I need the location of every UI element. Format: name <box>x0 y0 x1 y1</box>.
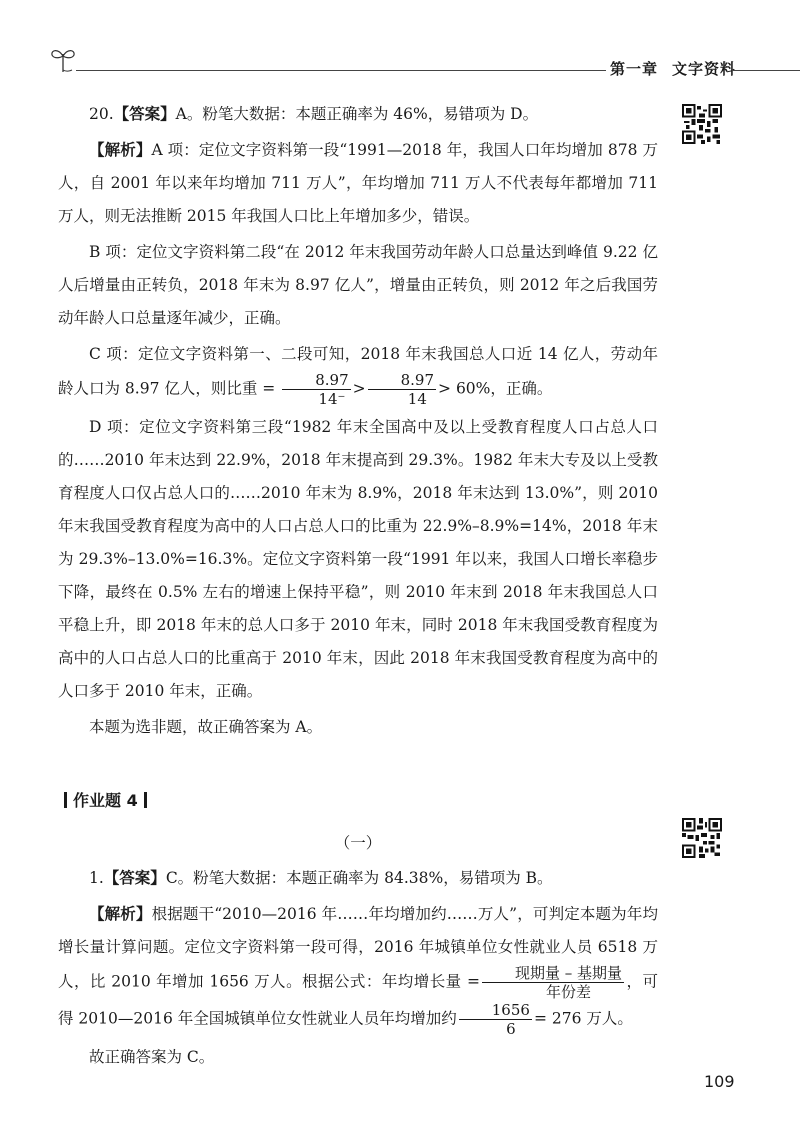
q1-number: 1. <box>89 869 104 887</box>
fraction-1 <box>282 371 350 408</box>
calc-numerator: 1656 <box>459 1001 532 1020</box>
analysis-tag: 【解析】 <box>89 905 152 923</box>
q20-analysis-c <box>58 338 658 408</box>
fraction-2 <box>368 371 436 408</box>
qr-code-icon[interactable] <box>682 104 722 144</box>
calc-denominator: 6 <box>506 1020 516 1038</box>
q1-answer <box>58 862 658 895</box>
qr-code-icon[interactable] <box>682 818 722 858</box>
chapter-heading <box>610 58 736 79</box>
greater-than: > <box>352 379 366 398</box>
homework-heading <box>58 784 658 817</box>
sprout-icon <box>48 44 78 74</box>
page-number: 109 <box>704 1072 735 1091</box>
header-rule-right <box>732 70 800 71</box>
fraction-2-denominator: 14 <box>407 390 427 408</box>
q20-analysis-a-text: A 项：定位文字资料第一段“1991—2018 年，我国人口年均增加 878 万人，自 2001 年以来年均增加 711 万人”，年均增加 711 万人不代表每年都增加 711 万人，则无法推断 2015 年我国人口比上年增加多少，错误。 <box>58 141 658 225</box>
section-label: 文字资料 <box>672 60 737 78</box>
answer-tag: 【答案】 <box>103 869 166 887</box>
q20-analysis-d: D 项：定位文字资料第三段“1982 年末全国高中及以上受教育程度人口占总人口的……2010 年末达到 22.9%，2018 年末提高到 29.3%。1982 年末大专及以上受教育程度人口仅占总人口的……2010 年末为 8.9%，2018 年末达到 13.0%”，则 2010 年末我国受教育程度为高中的人口占总人口的比重为 22.9%–8.9%=14%，2018 年末为 29.3%–13.0%=16.3%。定位文字资料第一段“1991 年以来，我国人口增长率稳步下降，最终在 0.5% 左右的增速上保持平稳”，则 2010 年末到 2018 年末我国总人口平稳上升，即 2018 年末的总人口多于 2010 年末，同时 2018 年末我国受教育程度为高中的人口占总人口的比重高于 2010 年末，因此 2018 年末我国受教育程度为高中的人口多于 2010 年末，正确。 <box>58 418 658 700</box>
analysis-tag: 【解析】 <box>89 141 152 159</box>
q20-number: 20. <box>89 105 114 123</box>
q1-analysis-pre: 根据题干“2010—2016 年……年均增加约……万人”，可判定本题为年均增长量计算问题。定位文字资料第一段可得，2016 年城镇单位女性就业人员 6518 万人，比 2010 年增加 1656 万人。根据公式：年均增长量 = <box>58 905 658 991</box>
formula-numerator: 现期量 – 基期量 <box>482 964 624 983</box>
page-content <box>58 98 658 1074</box>
formula-fraction <box>482 964 624 1001</box>
formula-denominator: 年份差 <box>546 983 592 1001</box>
chapter-label: 第一章 <box>610 60 659 78</box>
q1-conclusion: 故正确答案为 C。 <box>89 1048 215 1066</box>
q1-analysis <box>58 898 658 1038</box>
page-header <box>40 44 800 84</box>
q1-analysis-post: = 276 万人。 <box>533 1009 633 1028</box>
homework-title: 作业题 4 <box>73 791 138 810</box>
q20-answer-text: A。粉笔大数据：本题正确率为 46%，易错项为 D。 <box>175 105 539 123</box>
q1-analysis-mid: ，可得 2010—2016 年全国城镇单位女性就业人员年均增加约 <box>58 972 658 1028</box>
header-rule-left <box>76 70 606 71</box>
q20-analysis-c-post: > 60%，正确。 <box>438 379 553 398</box>
q20-answer <box>58 98 658 131</box>
q20-analysis-a <box>58 134 658 233</box>
fraction-2-numerator: 8.97 <box>368 371 436 390</box>
q20-analysis-c-pre: C 项：定位文字资料第一、二段可知，2018 年末我国总人口近 14 亿人，劳动年龄人口为 8.97 亿人，则比重 = <box>58 345 658 398</box>
q20-analysis-b: B 项：定位文字资料第二段“在 2012 年末我国劳动年龄人口总量达到峰值 9.22 亿人后增量由正转负，2018 年末为 8.97 亿人”，增量由正转负，则 2012 年之后我国劳动年龄人口总量逐年减少，正确。 <box>58 243 658 327</box>
fraction-1-numerator: 8.97 <box>282 371 350 390</box>
heading-bar-left <box>64 792 67 808</box>
q20-conclusion: 本题为选非题，故正确答案为 A。 <box>89 718 323 736</box>
q1-answer-text: C。粉笔大数据：本题正确率为 84.38%，易错项为 B。 <box>165 869 553 887</box>
heading-bar-right <box>144 792 147 808</box>
calc-fraction <box>459 1001 532 1038</box>
fraction-1-denominator: 14⁻ <box>318 390 346 408</box>
part-label: （一） <box>334 834 382 852</box>
answer-tag: 【答案】 <box>113 105 176 123</box>
